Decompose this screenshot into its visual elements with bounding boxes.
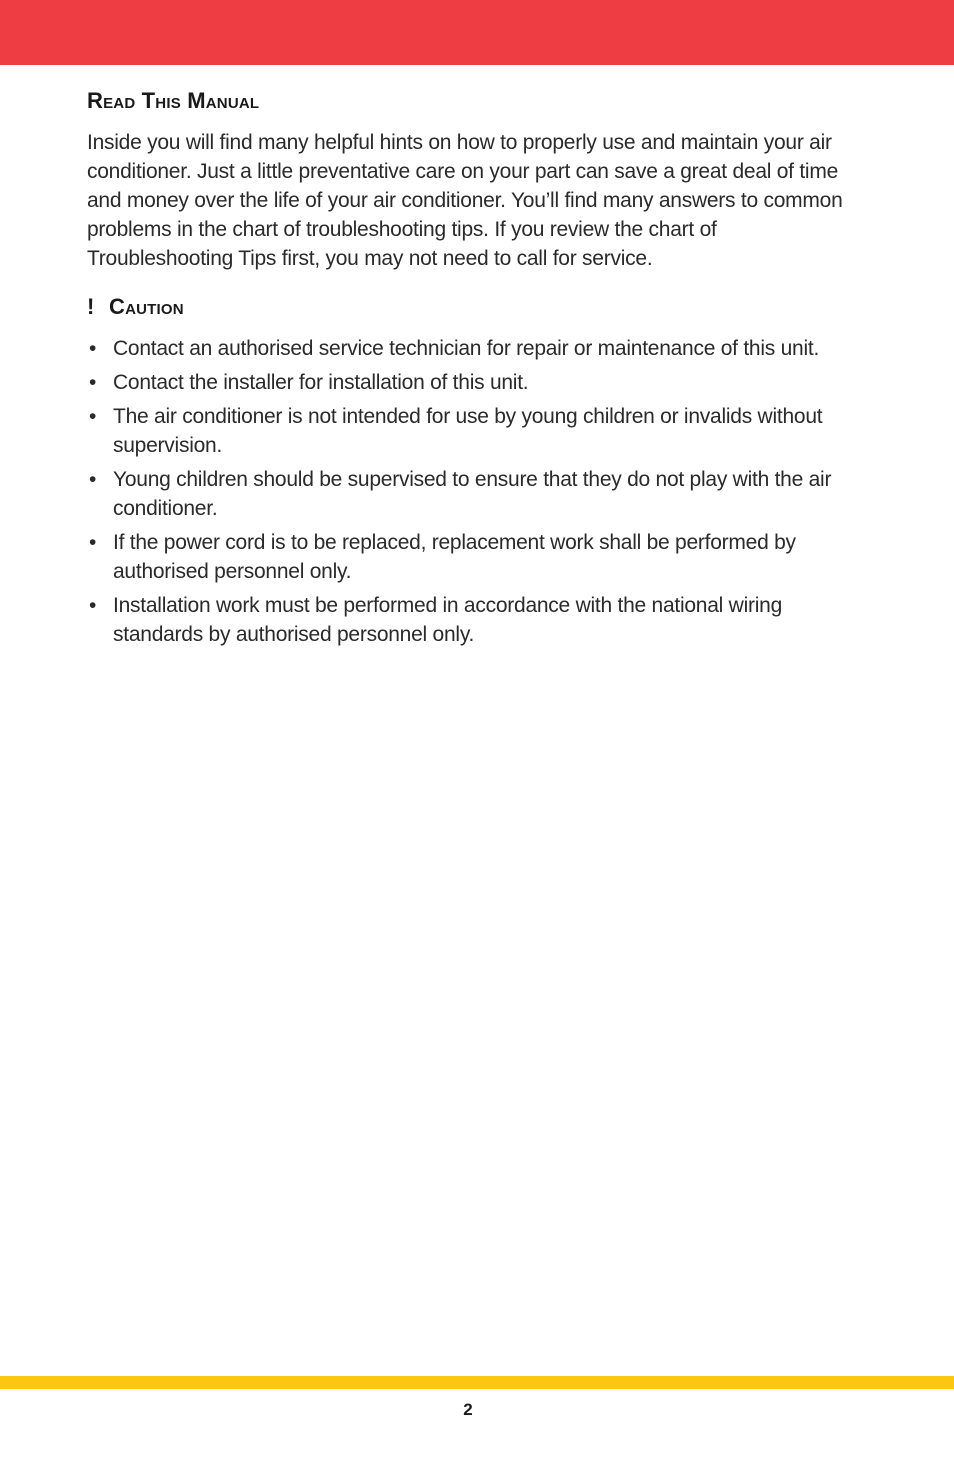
exclamation-icon: ! (87, 294, 95, 319)
list-item-text: If the power cord is to be replaced, replacement work shall be performed by authorised personnel only. (113, 531, 796, 583)
page-content (87, 84, 867, 654)
list-item (87, 402, 867, 460)
caution-list (87, 334, 867, 649)
list-item-text: Contact an authorised service technician for repair or maintenance of this unit. (113, 337, 820, 360)
caution-heading-label: Caution (109, 294, 184, 319)
page-number: 2 (463, 1400, 473, 1419)
list-item (87, 368, 867, 397)
list-item-text: Young children should be supervised to ensure that they do not play with the air conditioner. (113, 468, 832, 520)
list-item-text: Contact the installer for installation of this unit. (113, 371, 529, 394)
bullet-icon: • (89, 337, 97, 360)
list-item (87, 591, 867, 649)
caution-heading (87, 290, 867, 324)
list-item (87, 528, 867, 586)
list-item-text: The air conditioner is not intended for use by young children or invalids without supervision. (113, 405, 823, 457)
read-manual-heading: Read This Manual (87, 88, 260, 113)
bullet-icon: • (89, 405, 97, 428)
footer-color-bar (0, 1376, 954, 1389)
bullet-icon: • (89, 468, 97, 491)
list-item (87, 465, 867, 523)
list-item (87, 334, 867, 363)
header-color-bar (0, 0, 954, 65)
bullet-icon: • (89, 594, 97, 617)
read-manual-body: Inside you will find many helpful hints on how to properly use and maintain your air conditioner. Just a little preventative care on your part can save a great deal of time and money over the life of your air conditioner. You’ll find many answers to common problems in the chart of troubleshooting tips. If you review the chart of Troubleshooting Tips first, you may not need to call for service. (87, 131, 843, 270)
bullet-icon: • (89, 531, 97, 554)
bullet-icon: • (89, 371, 97, 394)
list-item-text: Installation work must be performed in accordance with the national wiring standards by authorised personnel only. (113, 594, 783, 646)
